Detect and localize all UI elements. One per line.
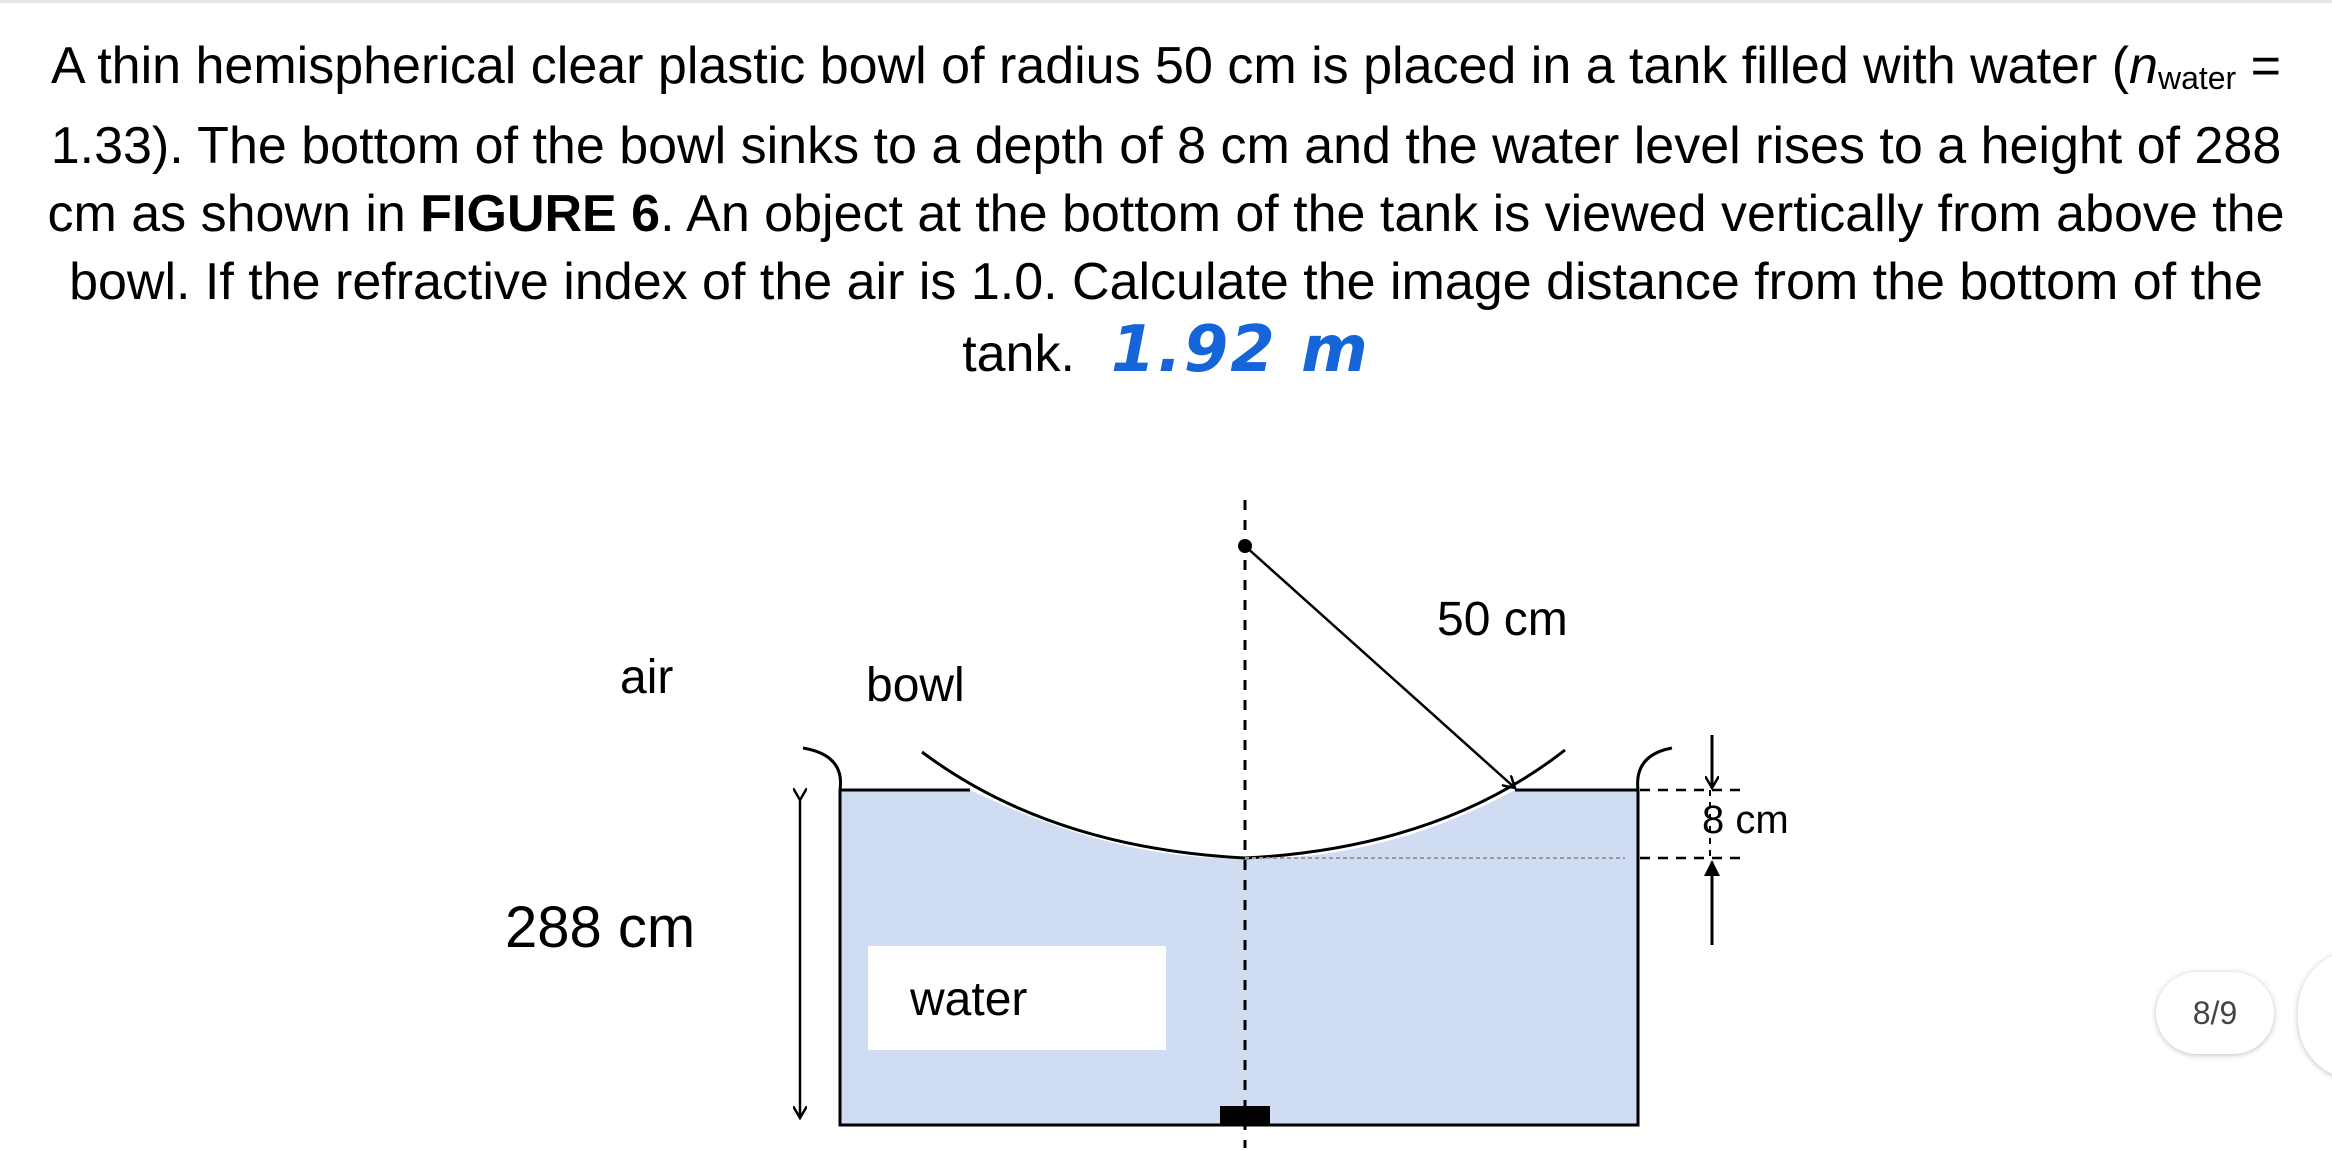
handwritten-answer: 1.92 m (1110, 313, 1370, 387)
tank-diagram-svg (0, 480, 2332, 1150)
question-text (30, 32, 2302, 388)
water-label: water (910, 973, 1028, 1026)
top-border (0, 0, 2332, 3)
tank-rim-right (1638, 748, 1672, 790)
n-symbol: n (2129, 37, 2158, 95)
n-subscript: water (2157, 60, 2237, 96)
radius-label: 50 cm (1437, 593, 1568, 646)
object-at-bottom (1220, 1106, 1270, 1125)
bowl-label: bowl (866, 659, 965, 712)
question-part3: . An object at the bottom of the tank is viewed vertically from above the bowl. If the refractive index of the air is 1.0. Calculate the image distance from the bottom of the tank. (69, 185, 2285, 383)
depth-label: 8 cm (1702, 798, 1789, 842)
radius-arrow (1245, 546, 1515, 788)
air-label: air (620, 651, 674, 704)
question-part1: A thin hemispherical clear plastic bowl of radius 50 cm is placed in a tank filled with water ( (50, 37, 2130, 95)
figure-reference: FIGURE 6 (420, 185, 661, 243)
height-label: 288 cm (505, 895, 696, 960)
page-indicator[interactable]: 8/9 (2156, 972, 2274, 1054)
question-part2: = 1.33). The bottom of the bowl sinks to a depth of 8 cm and the water level rises to a height of 288 cm as shown in (47, 37, 2282, 243)
tank-rim-left (803, 748, 841, 790)
